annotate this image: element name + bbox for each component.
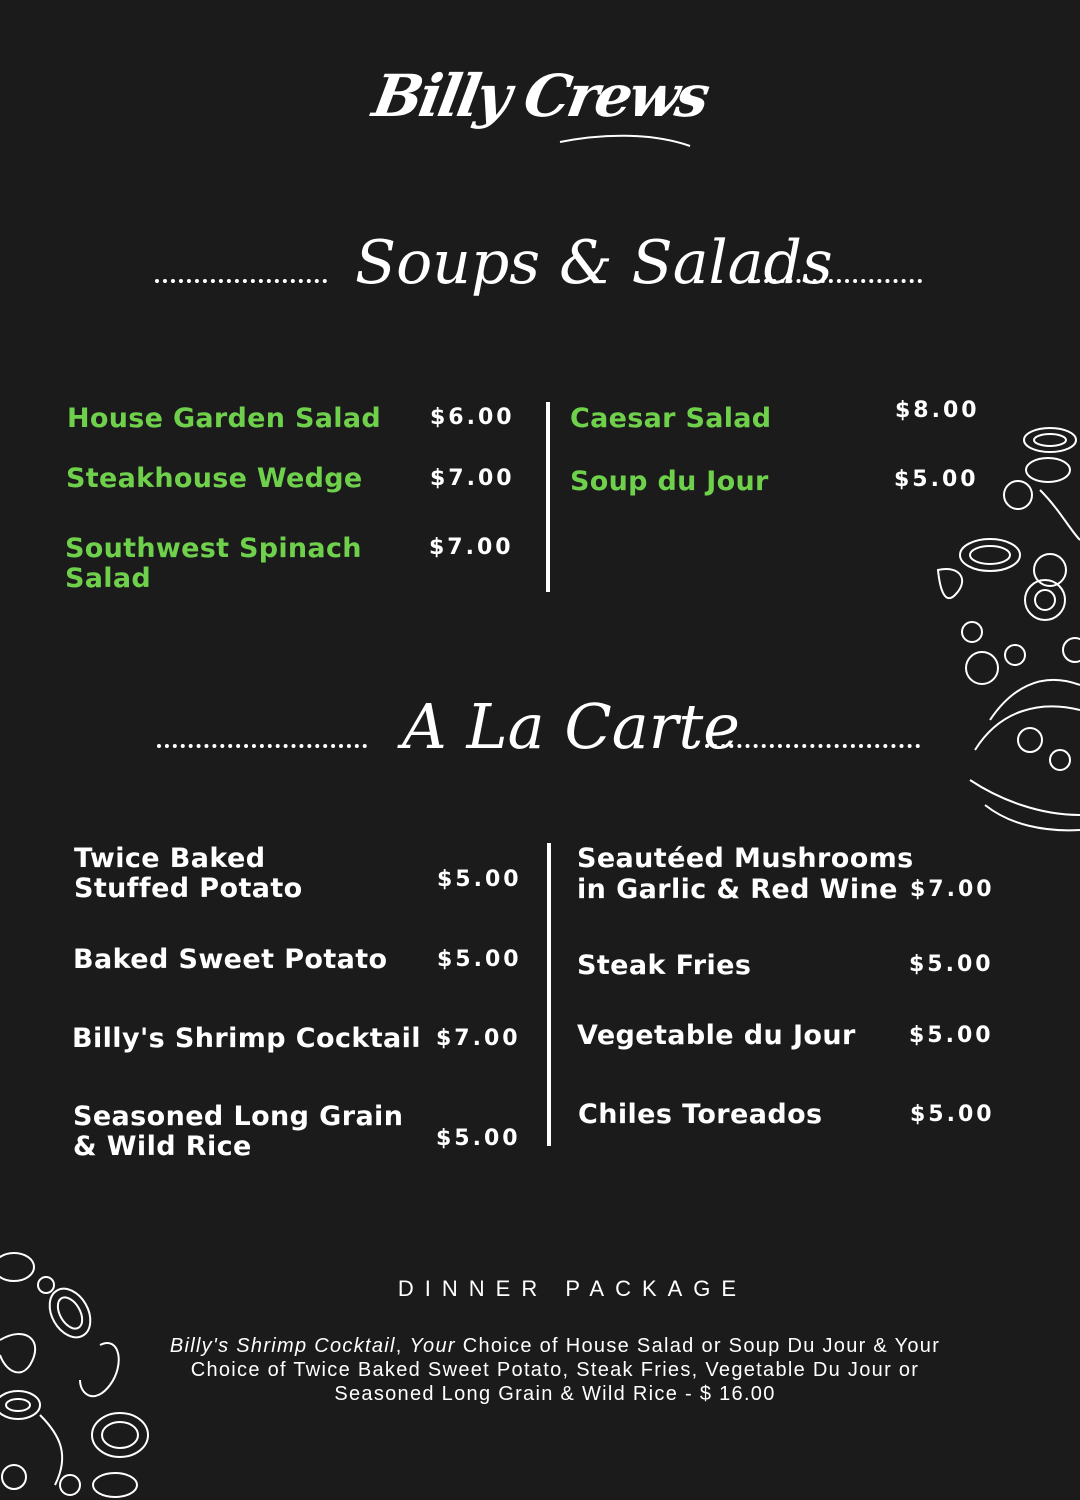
menu-item-name: Billy's Shrimp Cocktail [72,1023,421,1054]
menu-item-name: Southwest Spinach [65,533,362,564]
menu-item-name: & Wild Rice [73,1131,252,1162]
menu-item-name: Stuffed Potato [74,873,303,904]
menu-item-price: $8.00 [895,398,980,423]
menu-item-price: $5.00 [436,1126,521,1151]
menu-item-name: Twice Baked [74,843,266,874]
menu-item-name: Salad [65,563,151,594]
title-dots-left [155,279,327,283]
menu-item-name: Seasoned Long Grain [73,1101,404,1132]
menu-item-name: in Garlic & Red Wine [577,874,898,905]
menu-item-price: $7.00 [429,535,514,560]
logo: Billy Crews [367,62,713,130]
vegetable-scatter-illustration-icon [0,1245,160,1500]
title-dots-right [705,744,920,748]
section-title-a-la-carte: A La Carte [402,690,740,763]
menu-item-price: $5.00 [437,867,522,892]
menu-item-name: Seautéed Mushrooms [577,843,914,874]
menu-item-price: $5.00 [909,1023,994,1048]
menu-item-name: Steakhouse Wedge [66,463,363,494]
dinner-package-desc-sep: , [395,1335,410,1357]
dinner-package-description [150,1334,960,1406]
menu-item-price: $6.00 [430,405,515,430]
title-dots-left [157,744,367,748]
menu-item-name: House Garden Salad [67,403,381,434]
menu-item-price: $5.00 [910,1102,995,1127]
menu-item-price: $5.00 [894,467,979,492]
menu-item-name: Soup du Jour [570,466,769,497]
menu-item-name: Chiles Toreados [578,1099,823,1130]
dinner-package-title: DINNER PACKAGE [397,1276,748,1301]
menu-item-price: $5.00 [909,952,994,977]
column-divider [546,402,550,592]
menu-item-name: Vegetable du Jour [577,1020,856,1051]
salad-bowl-illustration-icon [930,420,1080,840]
dinner-package-desc-your: Your [409,1335,456,1357]
column-divider [547,843,551,1146]
menu-item-name: Steak Fries [577,950,752,981]
section-title-soups-salads: Soups & Salads [355,228,833,298]
dinner-package-desc-rest: Choice of House Salad or Soup Du Jour & Your Choice of Twice Baked Sweet Potato, Steak Fries, Vegetable Du Jour or Seasoned Long Grain & Wild Rice - $ 16.00 [190,1335,941,1405]
logo-swash-icon [520,124,700,164]
menu-item-price: $7.00 [436,1026,521,1051]
menu-item-price: $7.00 [910,877,995,902]
menu-item-name: Caesar Salad [570,403,772,434]
title-dots-right [748,279,922,283]
menu-item-price: $5.00 [437,947,522,972]
dinner-package-desc-italic: Billy's Shrimp Cocktail [169,1335,396,1357]
menu-item-price: $7.00 [430,466,515,491]
menu-item-name: Baked Sweet Potato [73,944,388,975]
